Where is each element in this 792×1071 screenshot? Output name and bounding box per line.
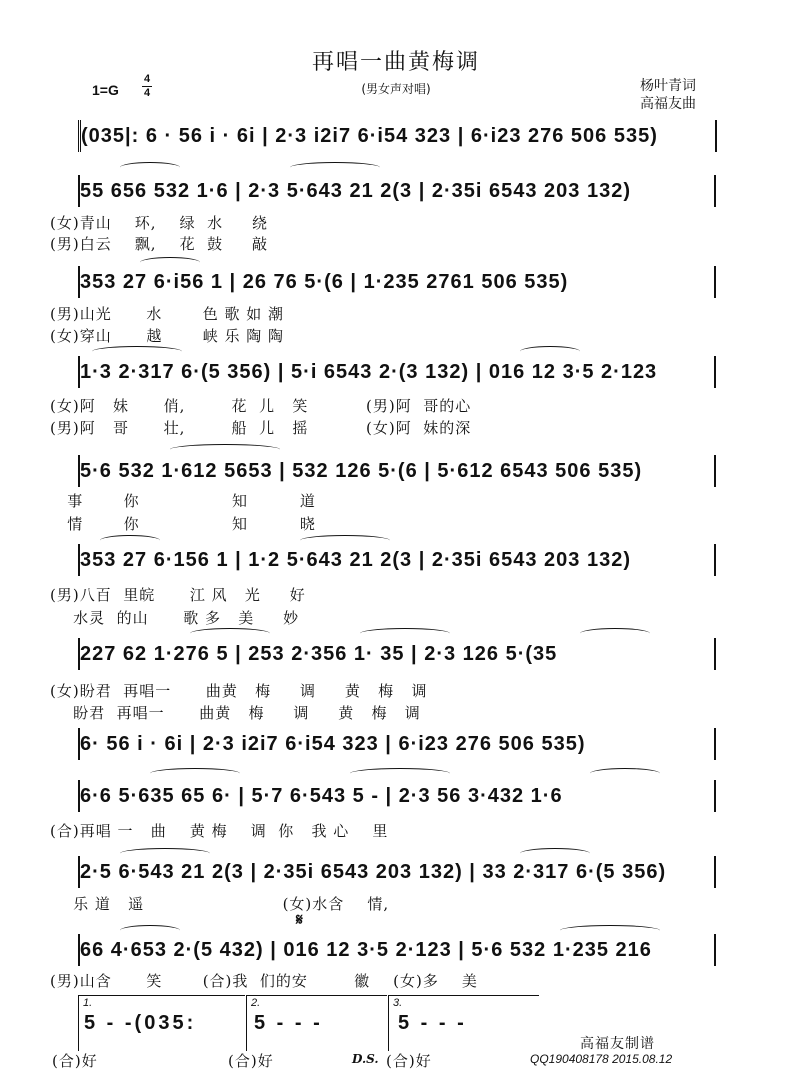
ds-label: D.S.	[352, 1052, 379, 1066]
lyric-line: (男)白云 飘, 花 鼓 敲	[50, 235, 268, 253]
staff-row: 227 62 1·276 5 | 253 2·356 1· 35 | 2·3 126 5·(35	[78, 638, 716, 670]
ending-number: 1.	[83, 997, 93, 1009]
ending-lyric: (合)好	[228, 1052, 274, 1070]
composer-credit: 高福友曲	[640, 96, 696, 112]
time-signature-bottom: 4	[143, 87, 151, 99]
score-maker: 高福友制谱	[580, 1036, 655, 1052]
lyric-line: (女)阿 妹 俏, 花 儿 笑 (男)阿 哥的心	[50, 397, 472, 415]
lyric-line: 情 你 知 晓	[50, 515, 316, 533]
lyric-line: (合)再唱 一 曲 黄 梅 调 你 我 心 里	[50, 822, 389, 840]
staff-row: 66 4·653 2·(5 432) | 016 12 3·5 2·123 | 5·6 532 1·235 216	[78, 934, 716, 966]
staff-row: 6·6 5·635 65 6· | 5·7 6·543 5 - | 2·3 56 3·432 1·6	[78, 780, 716, 812]
ending-number: 3.	[393, 997, 403, 1009]
lyric-line: (男)山含 笑 (合)我 们的安 徽 (女)多 美	[50, 972, 478, 990]
lyric-line: (男)山光 水 色 歌 如 潮	[50, 305, 284, 323]
staff-row: 1·3 2·317 6·(5 356) | 5·i 6543 2·(3 132) | 016 12 3·5 2·123	[78, 356, 716, 388]
ending-lyric: (合)好	[386, 1052, 432, 1070]
segno-sign: 𝄋	[296, 910, 303, 929]
ending-notes: 5 - - -	[398, 1012, 467, 1034]
lyric-line: (女)穿山 越 峡 乐 陶 陶	[50, 327, 284, 345]
song-title: 再唱一曲黄梅调	[311, 50, 480, 75]
lyric-line: (男)阿 哥 壮, 船 儿 摇 (女)阿 妹的深	[50, 419, 472, 437]
time-signature-top: 4	[143, 73, 151, 85]
ending-notes: 5 - - -	[254, 1012, 323, 1034]
lyricist-credit: 杨叶青词	[640, 78, 696, 94]
lyric-line: 水灵 的山 歌 多 美 妙	[50, 609, 300, 627]
lyric-line: 事 你 知 道	[50, 492, 316, 510]
lyric-line: 盼君 再唱一 曲黄 梅 调 黄 梅 调	[50, 704, 421, 722]
staff-row: 353 27 6·i56 1 | 26 76 5·(6 | 1·235 2761 506 535)	[78, 266, 716, 298]
lyric-line: (男)八百 里皖 江 风 光 好	[50, 586, 306, 604]
staff-row: 2·5 6·543 21 2(3 | 2·35i 6543 203 132) | 33 2·317 6·(5 356)	[78, 856, 716, 888]
lyric-line: (女)青山 环, 绿 水 绕	[50, 214, 268, 232]
ending-lyric: (合)好	[52, 1052, 98, 1070]
lyric-line: 乐 道 遥 (女)水含 情,	[50, 895, 390, 913]
ending-number: 2.	[251, 997, 261, 1009]
staff-row: 6· 56 i · 6i | 2·3 i2i7 6·i54 323 | 6·i23 276 506 535)	[78, 728, 716, 760]
staff-row: 353 27 6·156 1 | 1·2 5·643 21 2(3 | 2·35i 6543 203 132)	[78, 544, 716, 576]
lyric-line: (女)盼君 再唱一 曲黄 梅 调 黄 梅 调	[50, 682, 428, 700]
time-signature	[142, 74, 152, 99]
ending-notes: 5 - -(035:	[84, 1012, 197, 1034]
staff-row: 55 656 532 1·6 | 2·3 5·643 21 2(3 | 2·35i 6543 203 132)	[78, 175, 716, 207]
staff-row: (035|: 6 · 56 i · 6i | 2·3 i2i7 6·i54 323 | 6·i23 276 506 535)	[78, 120, 717, 152]
song-subtitle: (男女声对唱)	[361, 82, 431, 96]
key-signature: 1=G	[92, 82, 119, 98]
staff-row: 5·6 532 1·612 5653 | 532 126 5·(6 | 5·612 6543 506 535)	[78, 455, 716, 487]
qq-date: QQ190408178 2015.08.12	[530, 1052, 673, 1066]
